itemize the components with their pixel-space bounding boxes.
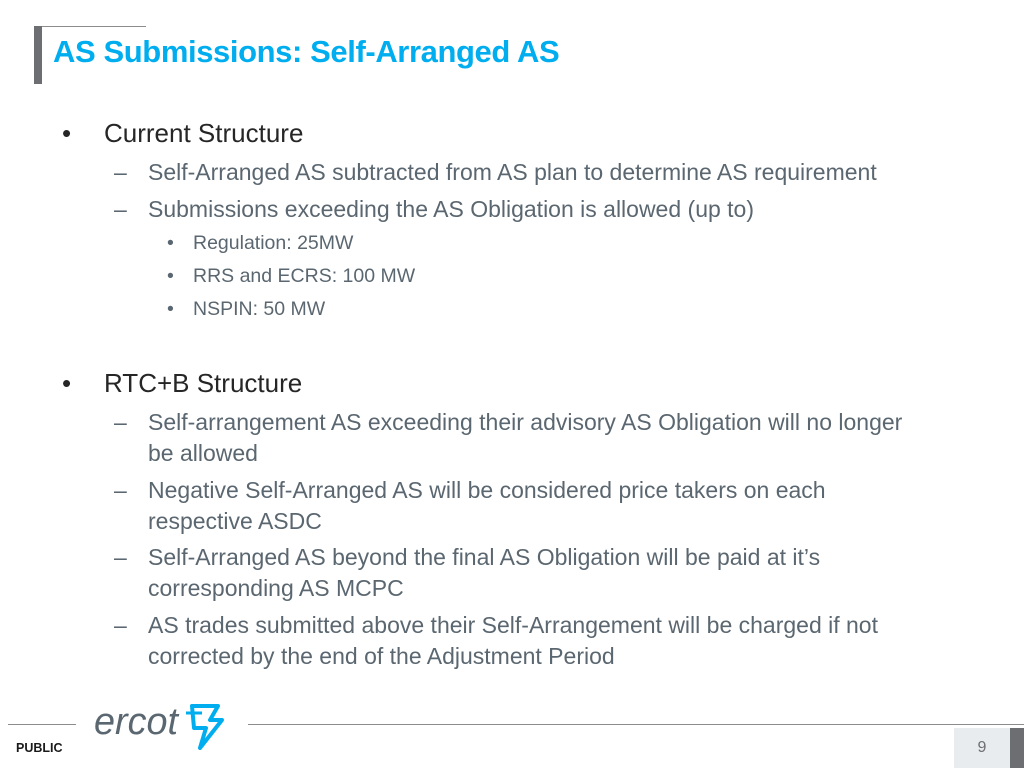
section-heading-text: Current Structure bbox=[104, 118, 304, 148]
title-top-rule bbox=[40, 26, 146, 27]
bullet-marker: • bbox=[167, 298, 174, 320]
list-item-text: Self-Arranged AS subtracted from AS plan to determine AS requirement bbox=[148, 159, 877, 185]
title-accent-bar bbox=[34, 26, 42, 84]
sub-list-item-text: RRS and ECRS: 100 MW bbox=[193, 265, 416, 287]
logo-wordmark: ercot bbox=[94, 701, 180, 743]
list-item bbox=[114, 194, 968, 225]
classification-label: PUBLIC bbox=[16, 741, 63, 755]
dash-marker: – bbox=[114, 477, 127, 503]
dash-marker: – bbox=[114, 612, 127, 638]
list-item bbox=[114, 610, 938, 672]
section-heading-text: RTC+B Structure bbox=[104, 368, 303, 398]
lightning-bolt-icon bbox=[186, 706, 222, 748]
list-item-text: AS trades submitted above their Self-Arrangement will be charged if not corrected by the end of the Adjustment Period bbox=[148, 612, 878, 669]
list-item-text: Self-Arranged AS beyond the final AS Obligation will be paid at it’s corresponding AS MCPC bbox=[148, 544, 821, 601]
page-number-box bbox=[954, 728, 1010, 768]
slide-title: AS Submissions: Self-Arranged AS bbox=[53, 34, 560, 69]
sub-list-item bbox=[167, 232, 354, 255]
list-item-text: Negative Self-Arranged AS will be considered price takers on each respective ASDC bbox=[148, 477, 826, 534]
dash-marker: – bbox=[114, 544, 127, 570]
list-item bbox=[114, 475, 928, 537]
sub-list-item bbox=[167, 265, 416, 288]
list-item bbox=[114, 407, 928, 469]
section-heading-rtcb-structure bbox=[62, 368, 303, 399]
footer-rule bbox=[248, 724, 1024, 725]
dash-marker: – bbox=[114, 409, 127, 435]
footer-left-rule bbox=[8, 724, 76, 725]
list-item-text: Self-arrangement AS exceeding their advisory AS Obligation will no longer be allowed bbox=[148, 409, 903, 466]
sub-list-item bbox=[167, 298, 326, 321]
list-item bbox=[114, 157, 968, 188]
bullet-marker: • bbox=[167, 265, 174, 287]
dash-marker: – bbox=[114, 159, 127, 185]
page-number: 9 bbox=[977, 739, 987, 756]
section-heading-current-structure bbox=[62, 118, 304, 149]
bullet-marker: • bbox=[62, 368, 72, 398]
bullet-marker: • bbox=[62, 118, 72, 148]
sub-list-item-text: Regulation: 25MW bbox=[193, 232, 354, 254]
list-item bbox=[114, 542, 928, 604]
ercot-logo bbox=[92, 700, 232, 750]
sub-list-item-text: NSPIN: 50 MW bbox=[193, 298, 326, 320]
page-number-edge-bar bbox=[1010, 728, 1024, 768]
list-item-text: Submissions exceeding the AS Obligation is allowed (up to) bbox=[148, 196, 755, 222]
dash-marker: – bbox=[114, 196, 127, 222]
bullet-marker: • bbox=[167, 232, 174, 254]
